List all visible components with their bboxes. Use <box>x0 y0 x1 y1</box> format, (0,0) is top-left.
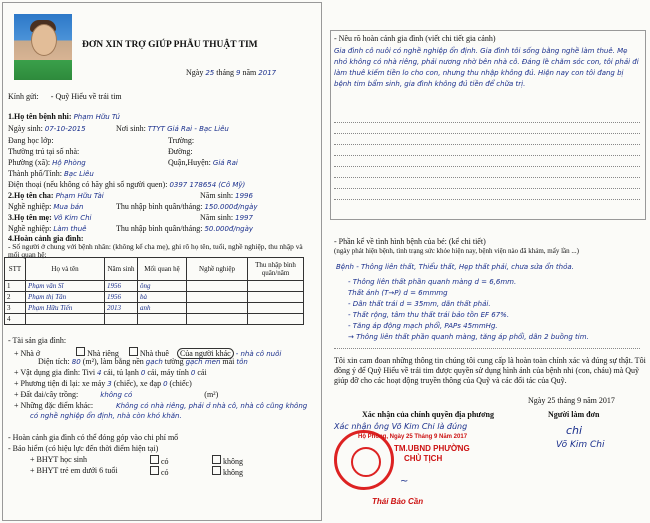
chiec-unit: (chiếc) <box>169 379 192 388</box>
built-label: (m²), làm bằng nền <box>82 357 144 366</box>
father-job-label: Nghề nghiệp: <box>8 202 52 211</box>
phone-label: Điện thoại (nếu không có hãy ghi số người quen): <box>8 180 168 189</box>
co-label: có <box>161 468 169 477</box>
father-birth-label: Năm sinh: <box>200 191 234 200</box>
vehicle-line <box>14 379 192 389</box>
bhyt-child-co-checkbox <box>150 466 159 475</box>
address-label: Thường trú tại số nhà: <box>8 147 80 156</box>
cell-birth: 2013 <box>105 303 138 314</box>
birthplace: TTYT Giá Rai - Bạc Liêu <box>147 125 229 133</box>
commitment-text: Tôi xin cam đoan những thông tin chúng tôi cung cấp là hoàn toàn chính xác và đúng sự thật. Tôi đồng ý để Quỹ Hiểu về trái tim được quyền sử dụng hình ảnh của bệnh nhi (con, cháu) mà Quỹ giúp đỡ cho các hoạt động truyền thông của Quỹ và các đối tác của Quỹ. <box>334 356 646 385</box>
xedap: 0 <box>163 380 168 388</box>
stamp-date: Hộ Phòng, Ngày 25 Tháng 9 Năm 2017 <box>358 434 468 440</box>
cell-job <box>187 292 248 303</box>
bhyt-student-khong-checkbox <box>212 455 221 464</box>
date-prefix: Ngày <box>186 68 204 77</box>
phone: 0397 178654 <box>169 181 217 189</box>
district-label: Quận,Huyện: <box>168 158 211 167</box>
father-income: 150.000đ/ngày <box>204 203 258 211</box>
roof-label: mái <box>222 357 235 366</box>
house-label: + Nhà ở <box>14 349 41 358</box>
phone-line <box>8 180 245 190</box>
diagnosis-line-1: Bệnh - Thông liên thất, Thiểu thất, Hẹp thất phải, chưa sửa ổn thỏa. <box>336 263 574 271</box>
circumstances-text: Gia đình cô nuôi có nghề nghiệp ổn định. Gia đình tôi sống bằng nghề làm thuê. Mẹ nhỏ không có nhà riêng, phải nương nhờ bên nhà cô. Đáng lẽ chăm sóc con, tôi phải đi làm thuê kiếm tiền lo cho con, nhưng thu nhập không đủ. Hiện nay con tôi đang bị bệnh tim bẩm sinh, gia đình không đủ tiền để chữa trị. <box>334 47 639 88</box>
patient-name: Phạm Hữu Tú <box>73 113 120 121</box>
cell-relation <box>138 314 187 325</box>
tulanh-label: cái, tủ lạnh <box>103 368 139 377</box>
diagnosis-line-2: - Thông liên thất phần quanh màng d = 6,6mm. <box>348 278 517 286</box>
date-month: 9 <box>236 69 241 77</box>
patient-section-label: 1.Họ tên bệnh nhi: <box>8 112 72 121</box>
family-intro: - Số người ở chung với bệnh nhân: (không kể cha mẹ), ghi rõ họ tên, tuổi, nghề nghiệp, thu nhập và mối quan hệ: <box>8 242 303 259</box>
mother-income-line <box>116 224 253 234</box>
bhyt-student-khong <box>212 455 243 466</box>
items-label: + Vật dụng gia đình: Tivi <box>14 368 96 377</box>
other-text: Không có nhà riêng, phải ở nhà cô, nhà cô cũng không có nghề nghiệp ổn định, nhà còn khó khăn. <box>30 402 308 420</box>
bhyt-child-khong-checkbox <box>212 466 221 475</box>
blank-line <box>334 166 640 167</box>
cell-name: Phạm Hữu Tiến <box>26 303 105 314</box>
house-note: - nhà cô nuôi <box>235 350 282 358</box>
khong-label: không <box>223 468 243 477</box>
ward-line <box>8 158 86 168</box>
bhyt-student-label: + BHYT học sinh <box>30 455 88 464</box>
table-row <box>5 292 304 303</box>
father-birth-line <box>200 191 253 201</box>
date-year: 2017 <box>258 69 277 77</box>
mother-section <box>8 213 92 223</box>
tivi: 4 <box>97 369 102 377</box>
cell-relation: anh <box>138 303 187 314</box>
ward: Hộ Phòng <box>52 159 86 167</box>
cell-birth: 1956 <box>105 281 138 292</box>
table-row <box>5 314 304 325</box>
bhyt-child-khong <box>212 466 243 477</box>
blank-line <box>334 199 640 200</box>
addressee-label: Kính gửi: <box>8 92 39 101</box>
school-label: Trường: <box>168 136 195 145</box>
district-line <box>168 158 238 168</box>
blank-line <box>334 155 640 156</box>
cell-birth <box>105 314 138 325</box>
house-owned: Nhà riêng <box>87 349 119 358</box>
floor: gạch <box>145 358 163 366</box>
xedap-label: (chiếc), xe đạp <box>113 379 162 388</box>
land: không có <box>100 391 133 399</box>
diagnosis-line-4: - Dãn thất trái d = 35mm, dãn thất phải. <box>348 300 491 308</box>
cell-name <box>26 314 105 325</box>
col-job: Nghề nghiệp <box>187 258 248 281</box>
birthplace-line <box>116 124 229 134</box>
father-section <box>8 191 104 201</box>
diagnosis-title-text: - Phần kể về tình hình bệnh của bé: (kể chi tiết) <box>334 237 486 246</box>
col-birth: Năm sinh <box>105 258 138 281</box>
cell-job <box>187 314 248 325</box>
maytinh-label: cái, máy tính <box>147 368 189 377</box>
dob: 07-10-2015 <box>44 125 86 133</box>
commitment-date: Ngày 25 tháng 9 năm 2017 <box>528 396 615 405</box>
cell-stt: 1 <box>5 281 26 292</box>
diagnosis-subtitle: (ngày phát hiện bệnh, tình trạng sức khỏe hiện nay, bệnh viện nào đã khám, mấy lần ...) <box>334 247 579 255</box>
land-line <box>14 390 218 400</box>
bhyt-student-co <box>150 455 169 466</box>
cell-income <box>248 292 304 303</box>
cai-unit: cái <box>197 368 207 377</box>
col-stt: STT <box>5 258 26 281</box>
blank-line <box>334 144 640 145</box>
addressee: - Quỹ Hiểu về trái tim <box>50 92 122 101</box>
house-rented-checkbox <box>129 347 138 356</box>
co-label: có <box>161 457 169 466</box>
father-section-label: 2.Họ tên cha: <box>8 191 54 200</box>
stamp-title: CHỦ TỊCH <box>404 454 443 463</box>
district: Giá Rai <box>212 159 238 167</box>
wall: gạch men <box>185 358 221 366</box>
applicant-name: Võ Kim Chi <box>556 440 605 450</box>
date-day: 25 <box>205 69 215 77</box>
dob-line <box>8 124 86 134</box>
city-label: Thành phố/Tỉnh: <box>8 169 62 178</box>
cell-relation: bà <box>138 292 187 303</box>
col-name: Họ và tên <box>26 258 105 281</box>
insurance-label: - Bảo hiểm (có hiệu lực đến thời điểm hiện tại) <box>8 444 159 453</box>
support-label: - Hoàn cảnh gia đình có thể đóng góp vào chi phí mổ <box>8 433 179 442</box>
grade-label: Đang học lớp: <box>8 136 54 145</box>
diagnosis-line-6: - Tăng áp động mạch phổi, PAPs 45mmHg. <box>348 322 498 330</box>
dob-label: Ngày sinh: <box>8 124 43 133</box>
mother-section-label: 3.Họ tên mẹ: <box>8 213 52 222</box>
mother-job: Làm thuê <box>53 225 87 233</box>
house-owned-checkbox <box>76 347 85 356</box>
diagnosis-title <box>334 237 486 246</box>
cell-income <box>248 281 304 292</box>
authority-text: Xác nhận ông Võ Kim Chi là đúng <box>334 422 468 431</box>
cell-job <box>187 303 248 314</box>
stamp-name: Thái Bảo Cần <box>372 497 424 506</box>
stamp-org: TM.UBND PHƯỜNG <box>394 444 470 453</box>
house-rented: Nhà thuê <box>139 349 169 358</box>
patient-photo <box>14 14 72 80</box>
applicant-signature: chi <box>566 424 583 437</box>
items-line <box>14 368 207 378</box>
mother-job-label: Nghề nghiệp: <box>8 224 52 233</box>
family-section: 4.Hoàn cảnh gia đình: <box>8 234 84 243</box>
other-label: + Những đặc điểm khác: <box>14 401 94 410</box>
diagnosis-line-3: Thất ánh (T→P) d = 6mmmg <box>348 289 448 297</box>
cell-stt: 3 <box>5 303 26 314</box>
mother-birth-label: Năm sinh: <box>200 213 234 222</box>
cell-job <box>187 281 248 292</box>
father-income-line <box>116 202 258 212</box>
mother-birth-year: 1997 <box>235 214 253 222</box>
ward-label: Phường (xã): <box>8 158 51 167</box>
land-unit: (m²) <box>204 390 219 399</box>
addressee-line <box>8 92 122 101</box>
vehicle-label: + Phương tiện đi lại: xe máy <box>14 379 106 388</box>
mother-income: 50.000đ/ngày <box>204 225 254 233</box>
bhyt-student-co-checkbox <box>150 455 159 464</box>
date-year-label: năm <box>242 68 257 77</box>
mother-birth-line <box>200 213 253 223</box>
mother-name: Võ Kim Chi <box>53 214 92 222</box>
cell-income <box>248 303 304 314</box>
area: 80 <box>71 358 81 366</box>
father-birth-year: 1996 <box>235 192 253 200</box>
blank-line <box>334 122 640 123</box>
roof: tôn <box>236 358 248 366</box>
father-name: Phạm Hữu Tài <box>55 192 104 200</box>
form-title: ĐƠN XIN TRỢ GIÚP PHẪU THUẬT TIM <box>82 40 258 50</box>
family-table <box>4 257 304 325</box>
patient-section <box>8 112 120 122</box>
area-line <box>38 357 248 367</box>
table-row <box>5 281 304 292</box>
phone-note: (Cô Mỹ) <box>218 181 246 189</box>
house-relative: Của người khác <box>177 348 234 359</box>
father-income-label: Thu nhập bình quân/tháng: <box>116 202 203 211</box>
mother-income-label: Thu nhập bình quân/tháng: <box>116 224 203 233</box>
maytinh: 0 <box>190 369 196 377</box>
diagnosis-line-5: - Thất rộng, tâm thu thất trái bảo tồn EF 67%. <box>348 311 510 319</box>
blank-line <box>334 348 640 349</box>
authority-label: Xác nhận của chính quyền địa phương <box>362 410 494 419</box>
father-job-line <box>8 202 84 212</box>
tulanh: 0 <box>140 369 146 377</box>
date-month-label: tháng <box>216 68 235 77</box>
city-line <box>8 169 94 179</box>
blank-line <box>334 133 640 134</box>
birthplace-label: Nơi sinh: <box>116 124 146 133</box>
blank-line <box>334 177 640 178</box>
xemay: 3 <box>107 380 112 388</box>
land-label: + Đất đai/cây trồng: <box>14 390 79 399</box>
assets-title: - Tài sản gia đình: <box>8 336 67 345</box>
stamp-signature: ~ <box>400 476 409 487</box>
photo-face <box>31 24 57 56</box>
circumstances-title: - Nêu rõ hoàn cảnh gia đình (viết chi tiết gia cảnh) <box>334 34 496 43</box>
cell-stt: 2 <box>5 292 26 303</box>
bhyt-child-label: + BHYT trẻ em dưới 6 tuổi <box>30 466 118 475</box>
col-relation: Mối quan hệ <box>138 258 187 281</box>
cell-relation: ông <box>138 281 187 292</box>
cell-income <box>248 314 304 325</box>
cell-name: Phạm thị Tân <box>26 292 105 303</box>
area-label: Diện tích: <box>38 357 70 366</box>
cell-name: Phạm văn Sĩ <box>26 281 105 292</box>
khong-label: không <box>223 457 243 466</box>
applicant-label: Người làm đơn <box>548 410 600 419</box>
wall-label: tường <box>164 357 184 366</box>
mother-job-line <box>8 224 87 234</box>
table-row <box>5 303 304 314</box>
street-label: Đường: <box>168 147 193 156</box>
blank-line <box>334 188 640 189</box>
cell-stt: 4 <box>5 314 26 325</box>
cell-birth: 1956 <box>105 292 138 303</box>
date-line <box>186 68 276 78</box>
family-table-header <box>5 258 304 281</box>
bhyt-child-co <box>150 466 169 477</box>
city: Bạc Liêu <box>64 170 94 178</box>
father-job: Mua bán <box>53 203 84 211</box>
diagnosis-line-7: → Thông liên thất phần quanh màng, tăng áp phổi, dãn 2 buồng tim. <box>348 333 589 341</box>
col-income: Thu nhập bình quân/năm <box>248 258 304 281</box>
